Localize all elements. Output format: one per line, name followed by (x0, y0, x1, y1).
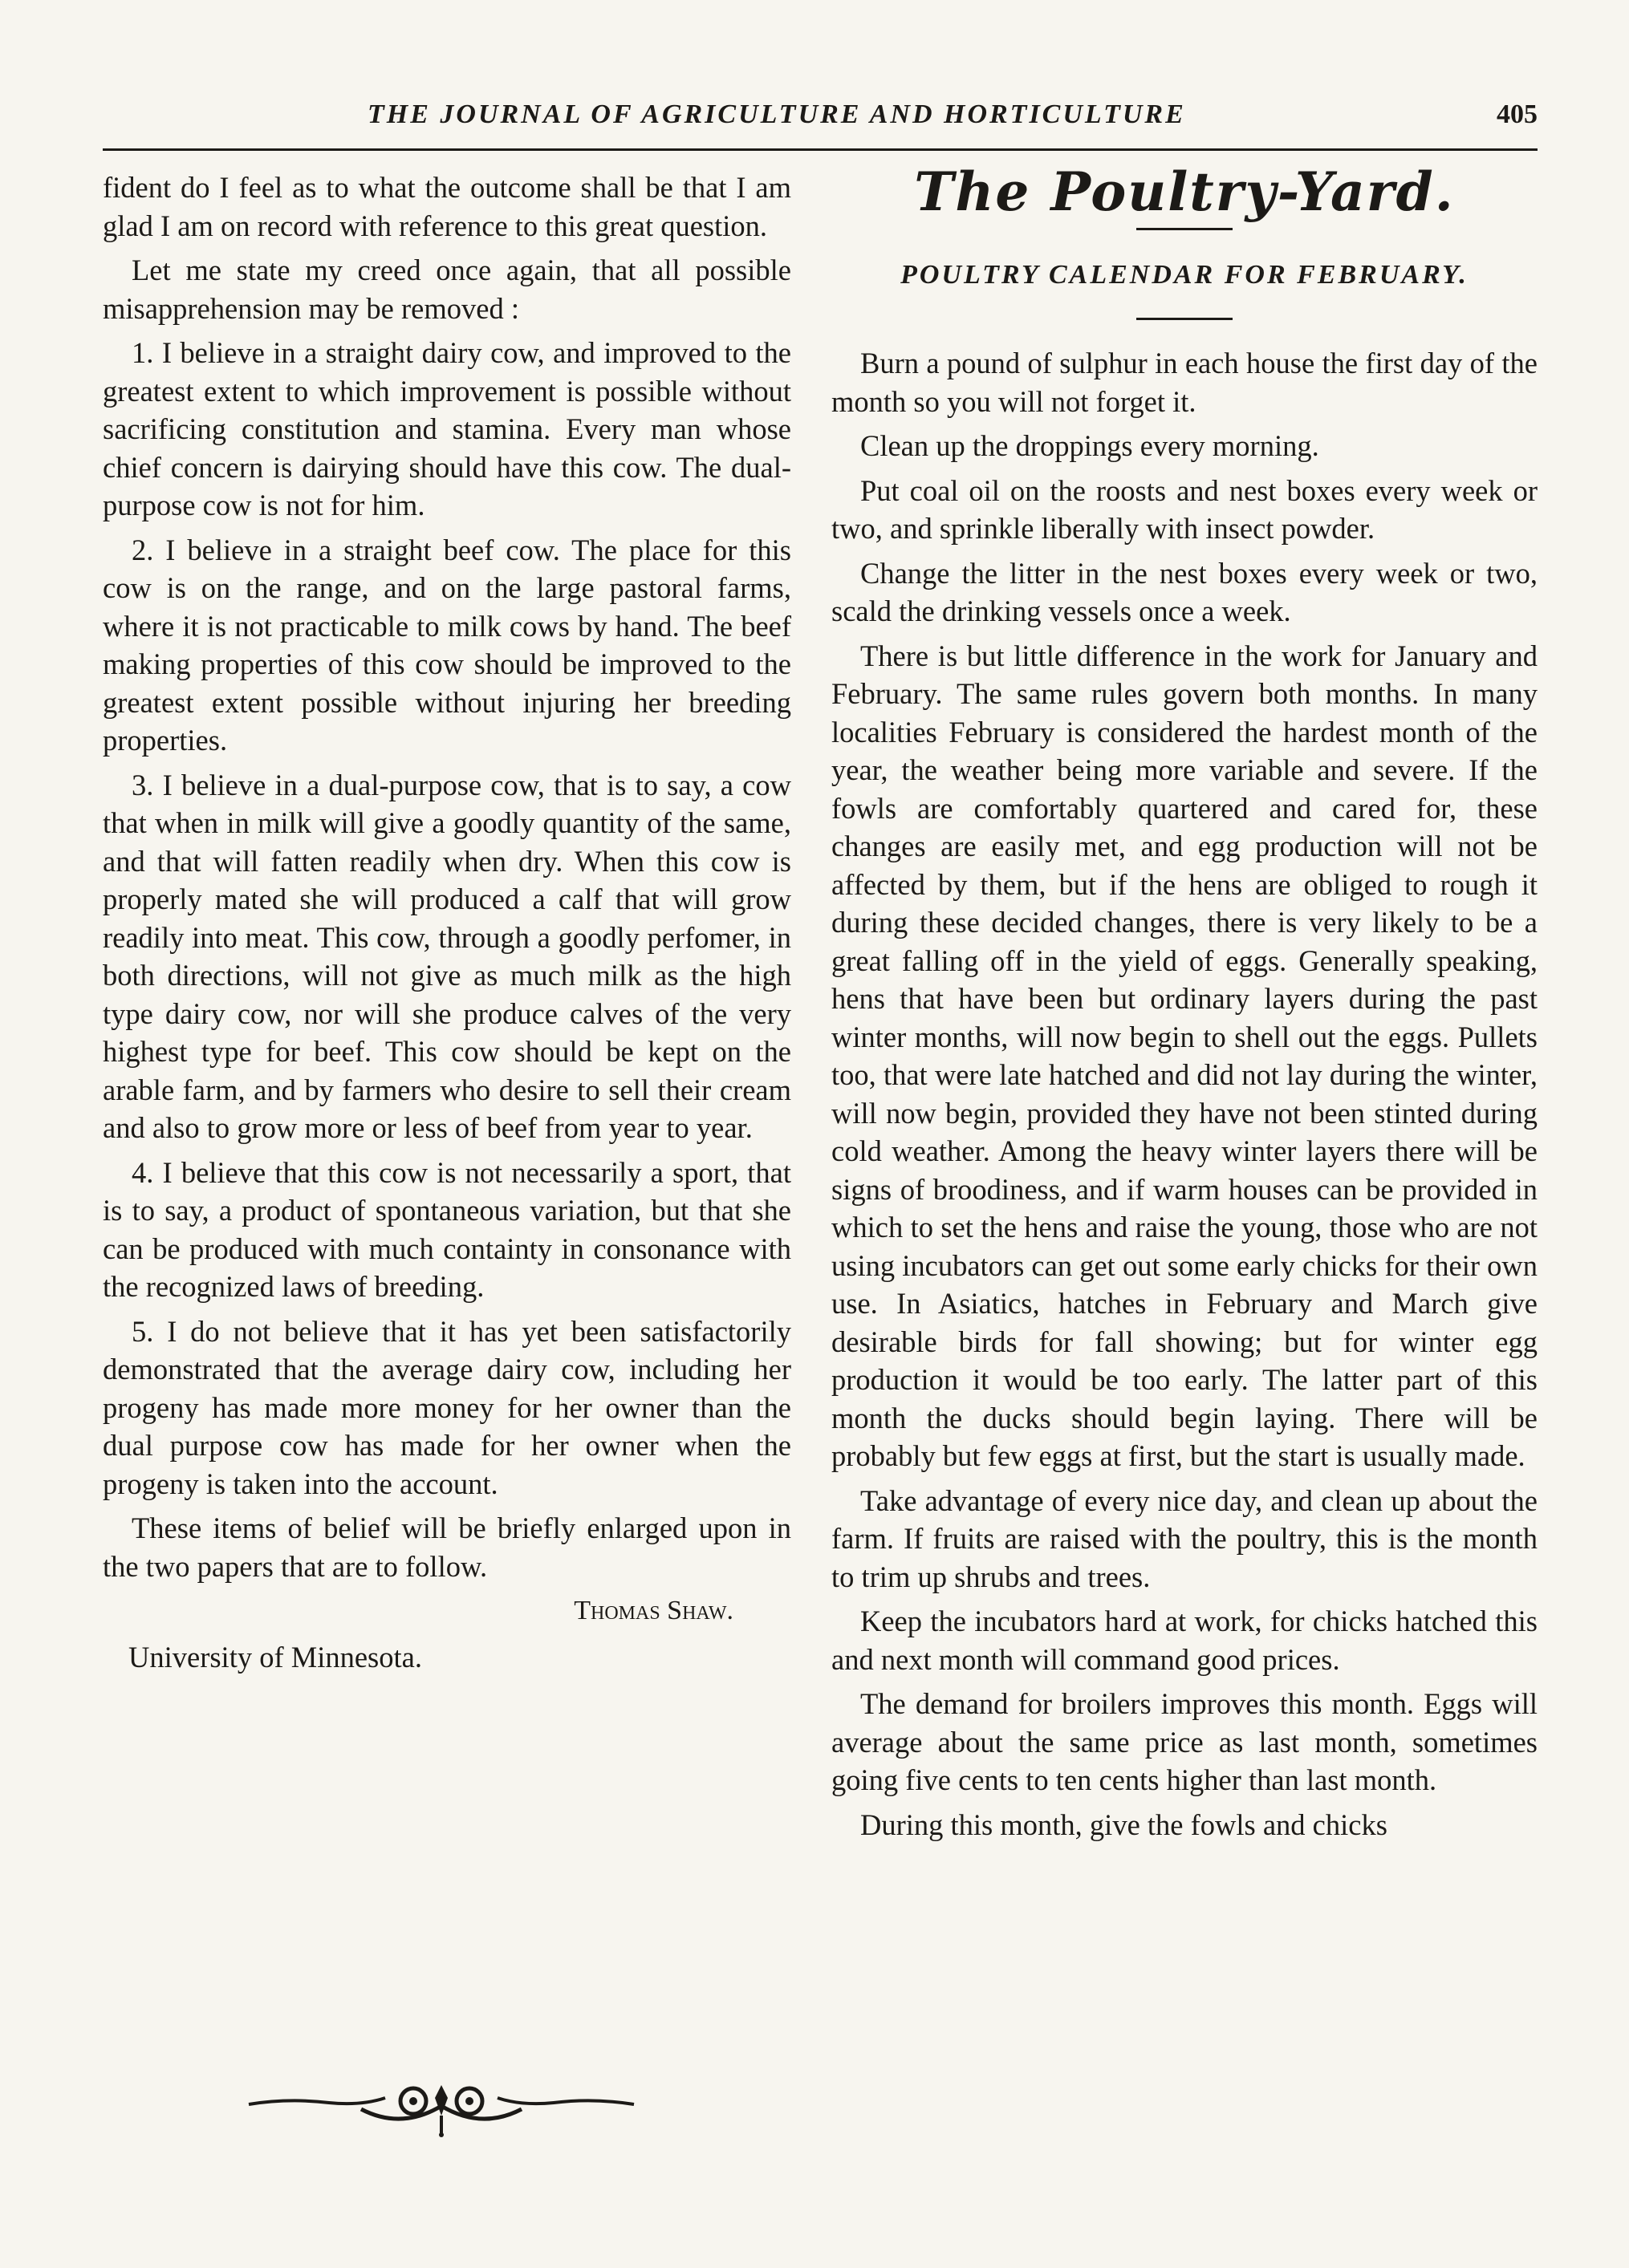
paragraph: 3. I believe in a dual-purpose cow, that is to say, a cow that when in milk will give a goodly quantity of the same, and that will fatten readily when dry. When this cow is properly mated she will produced a calf that will grow readily into meat. This cow, through a goodly perfomer, in both directions, will not give as much milk as the high type dairy cow, nor will she produce calves of the very highest type for beef. This cow should be kept on the arable farm, and by farmers who desire to sell their cream and also to grow more or less of beef from year to year. (103, 768, 791, 1144)
subtitle-rule (1136, 318, 1233, 320)
decorative-ornament (241, 2074, 642, 2138)
paragraph: 1. I believe in a straight dairy cow, and improved to the greatest extent to which improvement is possible without sacrificing constitution and stamina. Every man whose chief concern is dairying should have this cow. The dual-purpose cow is not for him. (103, 336, 791, 521)
paragraph: These items of belief will be briefly enlarged upon in the two papers that are to follow. (103, 1511, 791, 1583)
article-subtitle: POULTRY CALENDAR FOR FEBRUARY. (900, 259, 1469, 290)
left-column (103, 168, 791, 1676)
paragraph: There is but little difference in the work for January and February. The same rules govern both months. In many localities February is considered the hardest month of the year, the weather being more variable and severe. If the fowls are comfortably quartered and cared for, these changes are easily met, and egg production will not be affected by them, but if the hens are obliged to rough it during these decided changes, there is very likely to be a great falling off in the yield of eggs. Generally speaking, hens that have been but ordinary layers during the past winter months, will now begin to shell out the eggs. Pullets too, that were late hatched and did not lay during the winter, will now begin, provided they have not been stinted during cold weather. Among the heavy winter layers there will be signs of broodiness, and if warm houses can be provided in which to set the hens and raise the young, those who are not using incubators can get out some early chicks for their own use. In Asiatics, hatches in February and March give desirable birds for fall showing; but for winter egg production it would be too early. The latter part of this month the ducks should begin laying. There will be probably but few eggs at first, but the start is usually made. (831, 639, 1538, 1472)
paragraph: Burn a pound of sulphur in each house the first day of the month so you will not forget it. (831, 347, 1538, 418)
author-signature: Thomas Shaw. (574, 1596, 733, 1625)
paragraph: Put coal oil on the roosts and nest boxes every week or two, and sprinkle liberally with insect powder. (831, 473, 1538, 545)
paragraph: Keep the incubators hard at work, for chicks hatched this and next month will command good prices. (831, 1605, 1538, 1676)
paragraph: 4. I believe that this cow is not necessarily a sport, that is to say, a product of spontaneous variation, but that she can be produced with much containty in consonance with the recognized laws of breeding. (103, 1155, 791, 1303)
paragraph: Clean up the droppings every morning. (860, 429, 1319, 462)
paragraph: 5. I do not believe that it has yet been satisfactorily demonstrated that the average dairy cow, including her progeny has made more money for her owner than the dual purpose cow has made for her owner when the progeny is taken into the account. (103, 1314, 791, 1500)
paragraph: Change the litter in the nest boxes every week or two, scald the drinking vessels once a week. (831, 556, 1538, 627)
paragraph: Let me state my creed once again, that all possible misapprehension may be removed : (103, 254, 791, 325)
paragraph: fident do I feel as to what the outcome shall be that I am glad I am on record with reference to this great question. (103, 171, 791, 242)
running-title: THE JOURNAL OF AGRICULTURE AND HORTICULTURE (368, 99, 1186, 129)
section-title: The Poultry-Yard. (914, 160, 1455, 223)
section-rule (1136, 228, 1233, 230)
author-affiliation: University of Minnesota. (128, 1640, 422, 1674)
paragraph: Take advantage of every nice day, and clean up about the farm. If fruits are raised with the poultry, this is the month to trim up shrubs and trees. (831, 1483, 1538, 1593)
right-column (831, 160, 1538, 1850)
paragraph: During this month, give the fowls and chicks (860, 1808, 1387, 1841)
running-header (103, 95, 1538, 143)
header-rule (103, 148, 1538, 151)
paragraph: The demand for broilers improves this month. Eggs will average about the same price as last month, sometimes going five cents to ten cents higher than last month. (831, 1687, 1538, 1796)
paragraph: 2. I believe in a straight beef cow. The place for this cow is on the range, and on the large pastoral farms, where it is not practicable to milk cows by hand. The beef making properties of this cow should be improved to the greatest extent possible without injuring her breeding properties. (103, 533, 791, 757)
page-number: 405 (1497, 99, 1538, 129)
